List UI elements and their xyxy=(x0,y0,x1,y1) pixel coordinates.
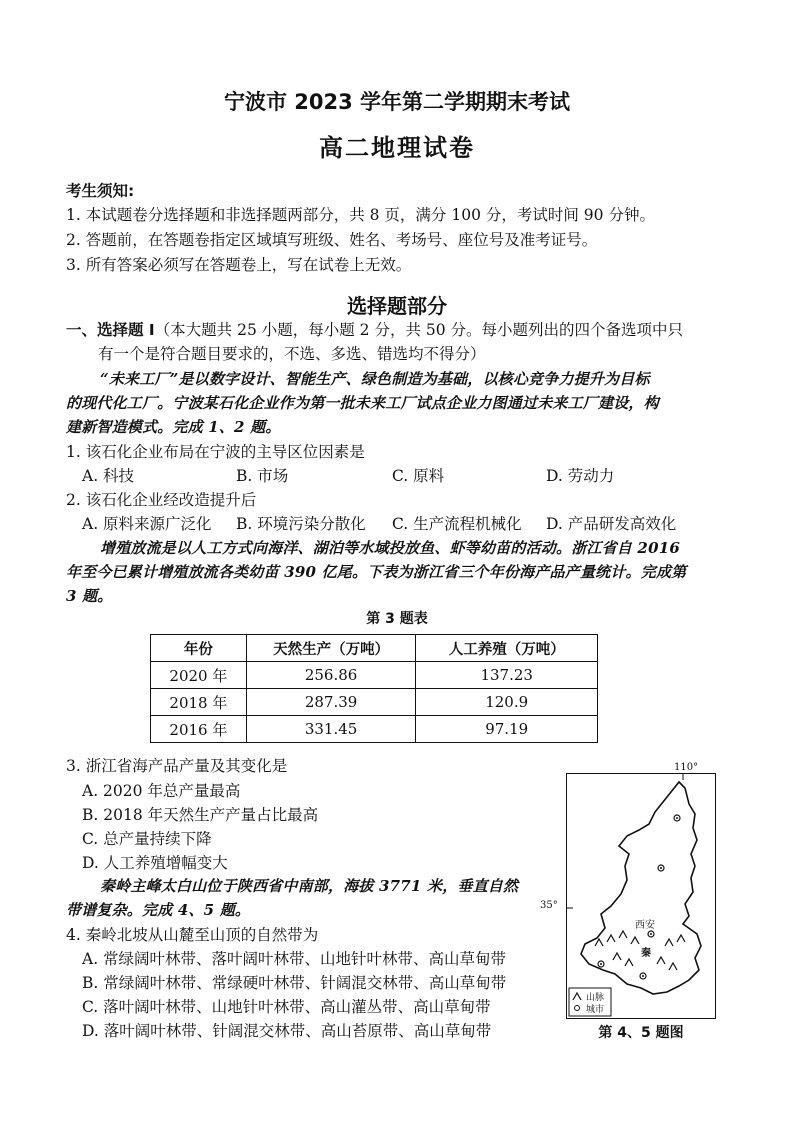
map-latitude-label: 35° xyxy=(540,900,558,911)
material-1-line-2: 的现代化工厂。宁波某石化企业作为第一批未来工厂试点企业力图通过未来工厂建设，构 xyxy=(66,394,659,412)
table-cell-natural: 256.86 xyxy=(246,662,416,689)
table-row xyxy=(151,689,598,716)
section-title: 选择题部分 xyxy=(347,294,447,318)
notice-item-3: 3. 所有答案必须写在答题卷上，写在试卷上无效。 xyxy=(66,256,412,274)
q3-option-d: D. 人工养殖增幅变大 xyxy=(82,854,228,872)
q3-option-b: B. 2018 年天然生产产量占比最高 xyxy=(82,806,319,824)
city-dot xyxy=(660,867,662,869)
material-3-line-2: 带谱复杂。完成 4、5 题。 xyxy=(66,901,251,919)
q4-stem: 4. 秦岭北坡从山麓至山顶的自然带为 xyxy=(66,926,319,944)
table-cell-year: 2016 年 xyxy=(151,716,247,743)
material-2-line-2: 年至今已累计增殖放流各类幼苗 390 亿尾。下表为浙江省三个年份海产品产量统计。完成第 xyxy=(66,563,687,581)
table-caption: 第 3 题表 xyxy=(366,611,428,627)
q4-option-b: B. 常绿阔叶林带、常绿硬叶林带、针阔混交林带、高山草甸带 xyxy=(82,974,507,992)
q2-option-d: D. 产品研发高效化 xyxy=(546,515,677,533)
part-instruction xyxy=(66,318,683,342)
q3-option-a: A. 2020 年总产量最高 xyxy=(82,782,241,800)
map-longitude-label: 110° xyxy=(674,762,699,773)
material-1-line-1: “未来工厂”是以数字设计、智能生产、绿色制造为基础，以核心竞争力提升为目标 xyxy=(100,370,650,388)
q2-option-b: B. 环境污染分散化 xyxy=(236,515,366,533)
part-desc-1: （本大题共 25 小题，每小题 2 分，共 50 分。每小题列出的四个备选项中只 xyxy=(154,321,684,339)
table-cell-year: 2018 年 xyxy=(151,689,247,716)
material-2-line-1: 增殖放流是以人工方式向海洋、湖泊等水域投放鱼、虾等幼苗的活动。浙江省自 2016 xyxy=(100,539,680,557)
qinling-label: 秦 xyxy=(641,948,651,959)
table-header-farmed: 人工养殖（万吨） xyxy=(416,635,598,662)
exam-title: 宁波市 2023 学年第二学期期末考试 xyxy=(223,90,571,114)
notice-item-2: 2. 答题前，在答题卷指定区域填写班级、姓名、考场号、座位号及准考证号。 xyxy=(66,231,598,249)
city-dot xyxy=(600,963,602,965)
q3-option-c: C. 总产量持续下降 xyxy=(82,830,212,848)
table-header-natural: 天然生产（万吨） xyxy=(246,635,416,662)
q2-option-a: A. 原料来源广泛化 xyxy=(82,515,212,533)
q1-option-d: D. 劳动力 xyxy=(546,467,615,485)
exam-subtitle: 高二地理试卷 xyxy=(319,134,475,162)
table-cell-farmed: 97.19 xyxy=(416,716,598,743)
material-3-line-1: 秦岭主峰太白山位于陕西省中南部，海拔 3771 米，垂直自然 xyxy=(100,877,519,895)
production-table xyxy=(150,634,598,743)
xian-label: 西安 xyxy=(635,920,655,931)
table-cell-natural: 287.39 xyxy=(246,689,416,716)
notice-item-1: 1. 本试题卷分选择题和非选择题两部分，共 8 页，满分 100 分，考试时间 90 分钟。 xyxy=(66,206,655,224)
map-caption: 第 4、5 题图 xyxy=(598,1025,684,1041)
city-dot xyxy=(642,975,644,977)
q2-option-c: C. 生产流程机械化 xyxy=(392,515,522,533)
city-dot xyxy=(676,817,678,819)
legend-mountain-label: 山脉 xyxy=(586,993,605,1003)
table-header-row xyxy=(151,635,598,662)
q4-option-a: A. 常绿阔叶林带、落叶阔叶林带、山地针叶林带、高山草甸带 xyxy=(82,950,507,968)
q1-stem: 1. 该石化企业布局在宁波的主导区位因素是 xyxy=(66,443,365,461)
table-cell-natural: 331.45 xyxy=(246,716,416,743)
table-cell-year: 2020 年 xyxy=(151,662,247,689)
material-1-line-3: 建新智造模式。完成 1、2 题。 xyxy=(66,418,281,436)
table-cell-farmed: 120.9 xyxy=(416,689,598,716)
xian-dot xyxy=(650,933,652,935)
q1-option-a: A. 科技 xyxy=(82,467,135,485)
q4-option-c: C. 落叶阔叶林带、山地针叶林带、高山灌丛带、高山草甸带 xyxy=(82,998,491,1016)
material-2-line-3: 3 题。 xyxy=(66,587,113,605)
q3-stem: 3. 浙江省海产品产量及其变化是 xyxy=(66,757,288,775)
shaanxi-map xyxy=(566,773,716,1019)
notice-heading: 考生须知: xyxy=(66,182,135,200)
q1-option-c: C. 原料 xyxy=(392,467,445,485)
part-label: 一、选择题 I xyxy=(66,321,155,339)
table-row xyxy=(151,662,598,689)
legend-city-label: 城市 xyxy=(586,1005,605,1015)
map-graphic xyxy=(567,774,715,1018)
q4-option-d: D. 落叶阔叶林带、针阔混交林带、高山苔原带、高山草甸带 xyxy=(82,1022,492,1040)
table-header-year: 年份 xyxy=(151,635,247,662)
q2-stem: 2. 该石化企业经改造提升后 xyxy=(66,491,257,509)
table-row xyxy=(151,716,598,743)
table-cell-farmed: 137.23 xyxy=(416,662,598,689)
part-desc-2: 有一个是符合题目要求的，不选、多选、错选均不得分） xyxy=(98,345,486,363)
q1-option-b: B. 市场 xyxy=(236,467,289,485)
